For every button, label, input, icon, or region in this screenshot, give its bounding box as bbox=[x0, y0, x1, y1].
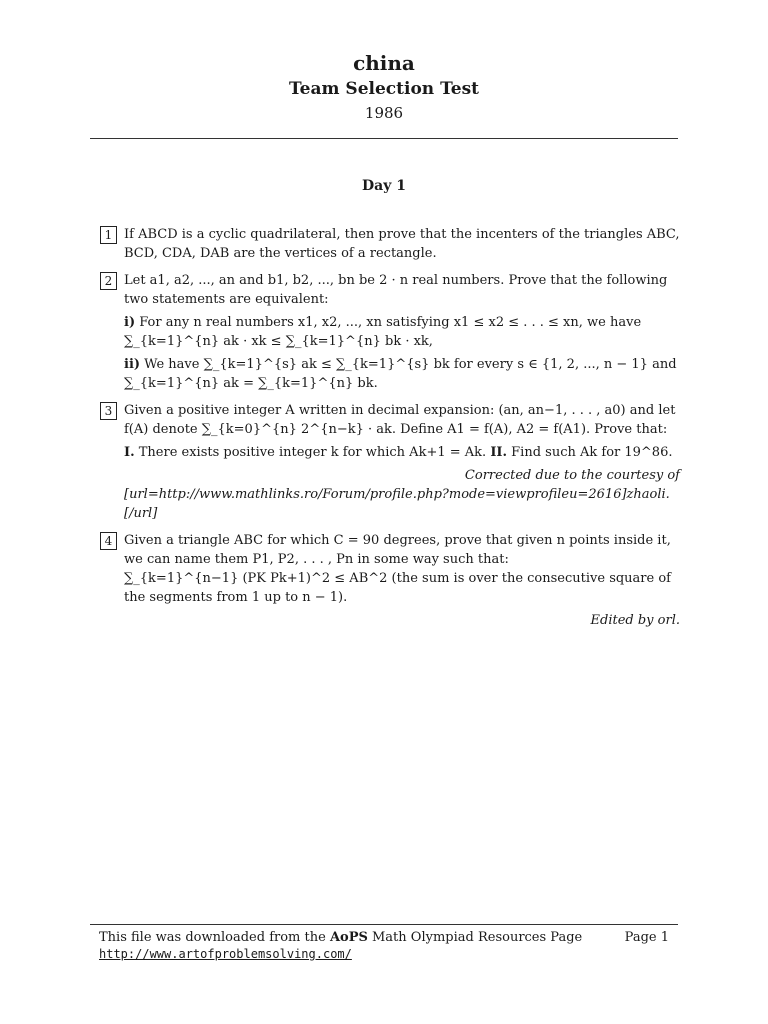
statement-i bbox=[124, 313, 680, 351]
footer-brand: AoPS bbox=[329, 930, 368, 945]
footer-divider bbox=[90, 924, 678, 925]
problem-3 bbox=[100, 401, 680, 523]
statement-label: i) bbox=[124, 315, 136, 330]
problem-text: Let a1, a2, ..., an and b1, b2, ..., bn be 2 · n real numbers. Prove that the following two statements are equivalent: bbox=[124, 273, 668, 307]
test-year: 1986 bbox=[364, 104, 404, 122]
part-label: II. bbox=[490, 445, 508, 460]
problem-4 bbox=[100, 531, 680, 630]
footer-source bbox=[99, 929, 582, 947]
problem-number: 4 bbox=[100, 532, 117, 550]
footer-prefix: This file was downloaded from the bbox=[99, 930, 326, 945]
country-title: china bbox=[353, 51, 415, 75]
problem-number: 3 bbox=[100, 402, 117, 420]
part-label: I. bbox=[124, 445, 135, 460]
problem-text: Given a positive integer A written in decimal expansion: (an, an−1, . . . , a0) and let f(A) denote ∑_{k=0}^{n} 2^{n−k} · ak. Define A1 = f(A), A2 = f(A1). Prove that: bbox=[124, 403, 676, 437]
page-number: Page 1 bbox=[624, 930, 669, 945]
day-heading: Day 1 bbox=[362, 178, 406, 194]
document-header bbox=[0, 50, 768, 124]
correction-note: Corrected due to the courtesy of bbox=[464, 468, 680, 483]
problem-text: Given a triangle ABC for which C = 90 degrees, prove that given n points inside it, we can name them P1, P2, . . . , Pn in some way such that: bbox=[124, 533, 671, 567]
problem-list bbox=[100, 225, 680, 638]
edit-note: Edited by orl. bbox=[590, 613, 680, 628]
footer-link[interactable]: http://www.artofproblemsolving.com/ bbox=[99, 947, 352, 961]
part-text: Find such Ak for 19^86. bbox=[511, 445, 673, 460]
problem-parts bbox=[124, 443, 680, 462]
correction-link: [url=http://www.mathlinks.ro/Forum/profile.php?mode=viewprofileu=2616]zhaoli.[/url] bbox=[124, 487, 670, 521]
page-footer bbox=[90, 924, 678, 961]
problem-number: 2 bbox=[100, 272, 117, 290]
footer-suffix: Math Olympiad Resources Page bbox=[372, 930, 583, 945]
header-divider bbox=[90, 138, 678, 139]
test-title: Team Selection Test bbox=[288, 79, 480, 99]
problem-text: If ABCD is a cyclic quadrilateral, then prove that the incenters of the triangles ABC, BCD, CDA, DAB are the vertices of a rectangle. bbox=[124, 227, 680, 261]
problem-2 bbox=[100, 271, 680, 393]
statement-ii bbox=[124, 355, 680, 393]
statement-text: For any n real numbers x1, x2, ..., xn satisfying x1 ≤ x2 ≤ . . . ≤ xn, we have ∑_{k=1}^{n} ak · xk ≤ ∑_{k=1}^{n} bk · xk, bbox=[124, 315, 642, 349]
statement-text: We have ∑_{k=1}^{s} ak ≤ ∑_{k=1}^{s} bk for every s ∈ {1, 2, ..., n − 1} and ∑_{k=1}^{n} ak = ∑_{k=1}^{n} bk. bbox=[124, 357, 677, 391]
footer-line bbox=[90, 925, 678, 947]
problem-1 bbox=[100, 225, 680, 263]
problem-formula: ∑_{k=1}^{n−1} (PK Pk+1)^2 ≤ AB^2 (the sum is over the consecutive square of the segments from 1 up to n − 1). bbox=[124, 571, 671, 605]
problem-number: 1 bbox=[100, 226, 117, 244]
part-text: There exists positive integer k for which Ak+1 = Ak. bbox=[138, 445, 487, 460]
statement-label: ii) bbox=[124, 357, 141, 372]
